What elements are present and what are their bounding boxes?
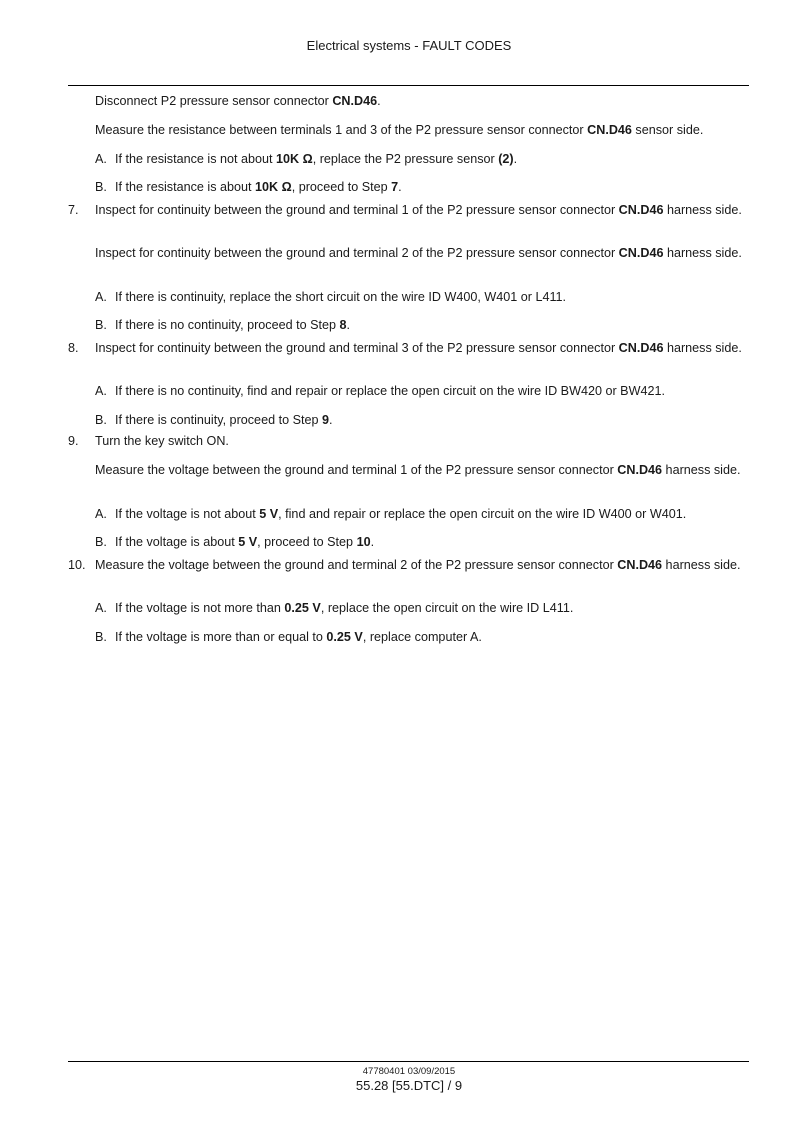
step10-option-a: A. If the voltage is not more than 0.25 V, replace the open circuit on the wire ID L411. [95, 601, 574, 615]
step-number-9: 9. [68, 434, 79, 448]
step7-option-b: B. If there is no continuity, proceed to Step 8. [95, 318, 351, 332]
step-number-10: 10. [68, 558, 86, 572]
step9-paragraph-0: Turn the key switch ON. [95, 434, 229, 448]
intro-option-b: B. If the resistance is about 10K Ω, proceed to Step 7. [95, 180, 402, 194]
step9-option-a: A. If the voltage is not about 5 V, find and repair or replace the open circuit on the wire ID W400 or W401. [95, 507, 687, 521]
step-number-8: 8. [68, 341, 79, 355]
footer-divider [68, 1061, 749, 1062]
step8-option-a: A. If there is no continuity, find and repair or replace the open circuit on the wire ID BW420 or BW421. [95, 384, 665, 398]
step7-paragraph-2: Inspect for continuity between the ground and terminal 2 of the P2 pressure sensor connector CN.D46 harness side. [95, 246, 742, 260]
document-code: 47780401 03/09/2015 [362, 1066, 456, 1077]
step9-option-b: B. If the voltage is about 5 V, proceed to Step 10. [95, 535, 375, 549]
step7-option-a: A. If there is continuity, replace the short circuit on the wire ID W400, W401 or L411. [95, 290, 567, 304]
step8-paragraph-1: Inspect for continuity between the ground and terminal 3 of the P2 pressure sensor connector CN.D46 harness side. [95, 341, 742, 355]
step7-paragraph-1: Inspect for continuity between the ground and terminal 1 of the P2 pressure sensor connector CN.D46 harness side. [95, 203, 742, 217]
page-header-title: Electrical systems - FAULT CODES [306, 38, 512, 53]
step10-paragraph-1: Measure the voltage between the ground and terminal 2 of the P2 pressure sensor connector CN.D46 harness side. [95, 558, 741, 572]
step9-paragraph-1: Measure the voltage between the ground and terminal 1 of the P2 pressure sensor connector CN.D46 harness side. [95, 463, 741, 477]
intro-disconnect-text: Disconnect P2 pressure sensor connector CN.D46. [95, 94, 381, 108]
step8-option-b: B. If there is continuity, proceed to Step 9. [95, 413, 333, 427]
header-divider [68, 85, 749, 86]
intro-option-a: A. If the resistance is not about 10K Ω, replace the P2 pressure sensor (2). [95, 152, 518, 166]
step-number-7: 7. [68, 203, 79, 217]
step10-option-b: B. If the voltage is more than or equal to 0.25 V, replace computer A. [95, 630, 482, 644]
page-number: 55.28 [55.DTC] / 9 [355, 1078, 463, 1093]
intro-measure-text: Measure the resistance between terminals 1 and 3 of the P2 pressure sensor connector CN.D46 sensor side. [95, 123, 704, 137]
